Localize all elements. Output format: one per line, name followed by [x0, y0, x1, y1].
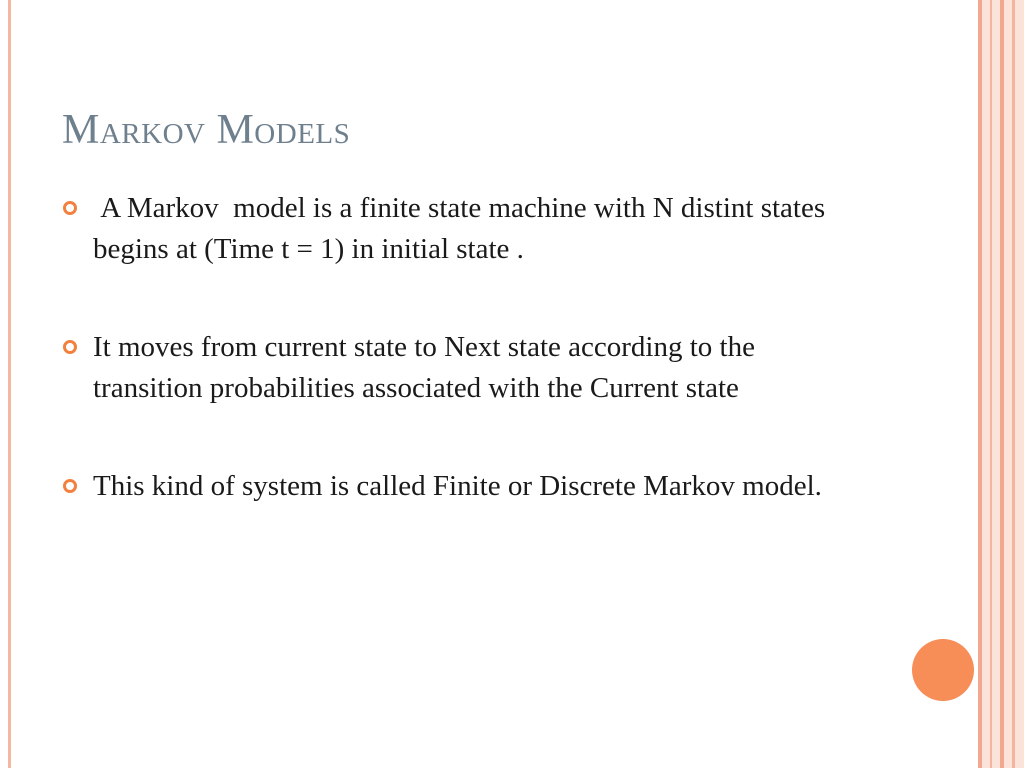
right-stripe [978, 0, 982, 768]
bullet-list [62, 188, 862, 564]
right-stripe [990, 0, 992, 768]
right-stripe [1000, 0, 1004, 768]
slide-title: Markov Models [62, 107, 351, 153]
bullet-item [62, 327, 862, 409]
bullet-item [62, 466, 862, 507]
bullet-text: This kind of system is called Finite or Discrete Markov model. [93, 470, 822, 502]
bullet-item [62, 188, 862, 270]
left-border-line [8, 0, 11, 768]
bullet-circle-icon [63, 479, 77, 493]
bullet-text: A Markov model is a finite state machine with N distint states begins at (Time t = 1) in initial state . [93, 192, 833, 265]
decorative-circle [912, 639, 974, 701]
bullet-circle-icon [63, 340, 77, 354]
bullet-text: It moves from current state to Next state according to the transition probabilities associated with the Current state [93, 331, 763, 404]
bullet-circle-icon [63, 201, 77, 215]
right-stripe [1012, 0, 1015, 768]
